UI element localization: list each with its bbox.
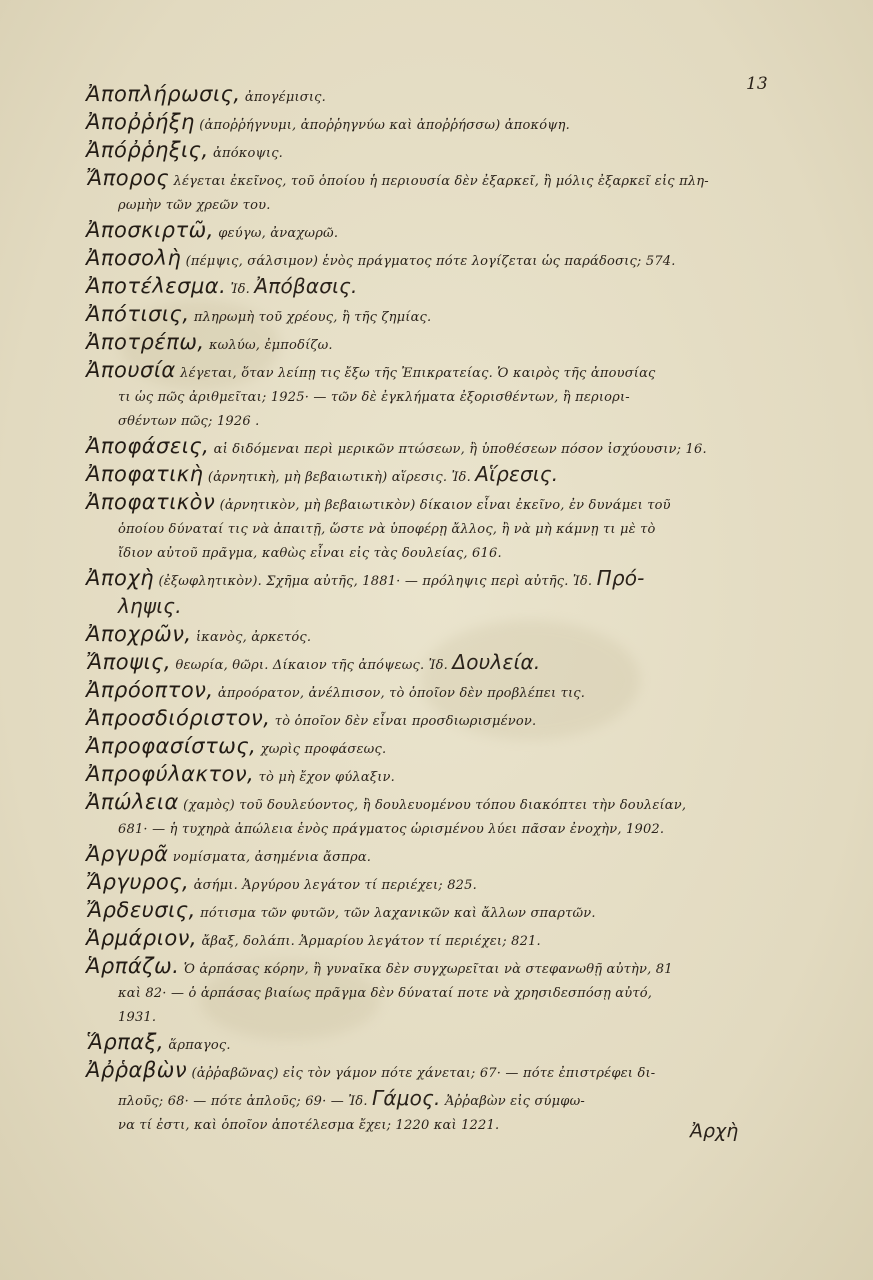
entry-definition: ἅρπαγος. (168, 1038, 231, 1053)
entry-definition: πότισμα τῶν φυτῶν, τῶν λαχανικῶν καὶ ἄλλων σπαρτῶν. (200, 906, 596, 921)
entry-definition: (ἀρνητικὴ, μὴ βεβαιωτικὴ) αἵρεσις. Ἰδ. (207, 470, 471, 485)
dictionary-entry (86, 870, 776, 898)
entry-continuation (86, 982, 776, 1006)
entry-definition: φεύγω, ἀναχωρῶ. (218, 226, 339, 241)
entry-headword: Ἀπρόοπτον, (86, 678, 214, 702)
entry-definition: καὶ 82· — ὁ ἁρπάσας βιαίως πρᾶγμα δὲν δύναταί ποτε νὰ χρησιδεσπόσῃ αὐτό, (118, 986, 653, 1001)
dictionary-entry (86, 954, 776, 1030)
entry-continuation (86, 1114, 776, 1138)
entry-definition: Ἰδ. (230, 282, 251, 297)
entry-headword: Ἀποτρέπω, (86, 330, 205, 354)
entry-definition: κωλύω, ἐμποδίζω. (208, 338, 333, 353)
entry-cross-reference: Γάμος. (372, 1086, 441, 1110)
entry-definition: αἱ διδόμεναι περὶ μερικῶν πτώσεων, ἢ ὑποθέσεων πόσον ἰσχύουσιν; 16. (213, 442, 707, 457)
entry-continuation (86, 594, 776, 622)
dictionary-entry (86, 166, 776, 218)
entry-headword: Ἀποφατικὴ (86, 462, 204, 486)
entry-headword: Ἀπροσδιόριστον, (86, 706, 271, 730)
page-number: 13 (746, 74, 768, 94)
entry-definition: τὸ ὁποῖον δὲν εἶναι προσδιωρισμένον. (274, 714, 537, 729)
entry-definition: (ἀρνητικὸν, μὴ βεβαιωτικὸν) δίκαιον εἶναι ἐκεῖνο, ἐν δυνάμει τοῦ (219, 498, 671, 513)
dictionary-entry (86, 330, 776, 358)
entry-headword: Ἀποχὴ (86, 566, 155, 590)
dictionary-entries (86, 82, 776, 1138)
dictionary-entry (86, 1030, 776, 1058)
entry-continuation (86, 410, 776, 434)
entry-headword: Ἀποσκιρτῶ, (86, 218, 214, 242)
dictionary-entry (86, 842, 776, 870)
entry-cross-reference: Δουλεία. (452, 650, 541, 674)
entry-definition: ἴδιον αὐτοῦ πρᾶγμα, καθὼς εἶναι εἰς τὰς δουλείας, 616. (118, 546, 502, 561)
entry-headword: Ἀπροφύλακτον, (86, 762, 255, 786)
entry-cross-reference: Πρό- (596, 566, 645, 590)
entry-definition: ρωμὴν τῶν χρεῶν του. (118, 198, 271, 213)
entry-definition: (ἀποῤῥήγνυμι, ἀποῤῥηγνύω καὶ ἀποῤῥήσσω) ἀποκόψη. (199, 118, 570, 133)
entry-definition: λέγεται, ὅταν λείπῃ τις ἔξω τῆς Ἐπικρατείας. Ὁ καιρὸς τῆς ἀπουσίας (180, 366, 656, 381)
entry-definition: (πέμψις, σάλσιμον) ἑνὸς πράγματος πότε λογίζεται ὡς παράδοσις; 574. (185, 254, 676, 269)
dictionary-entry (86, 650, 776, 678)
entry-headword: Ἀῤῥαβὼν (86, 1058, 188, 1082)
entry-headword: Ἀπροφασίστως, (86, 734, 257, 758)
dictionary-entry (86, 110, 776, 138)
entry-headword: Ἀποχρῶν, (86, 622, 192, 646)
entry-definition: να τί ἐστι, καὶ ὁποῖον ἀποτέλεσμα ἔχει; 1220 καὶ 1221. (118, 1118, 500, 1133)
entry-headword: Ἁρπάζω. (86, 954, 180, 978)
dictionary-entry (86, 1058, 776, 1138)
entry-definition: χωρὶς προφάσεως. (260, 742, 387, 757)
entry-definition: λέγεται ἐκεῖνος, τοῦ ὁποίου ἡ περιουσία δὲν ἐξαρκεῖ, ἢ μόλις ἐξαρκεῖ εἰς πλη- (173, 174, 709, 189)
entry-definition: πληρωμὴ τοῦ χρέους, ἢ τῆς ζημίας. (193, 310, 432, 325)
entry-definition: τι ὡς πῶς ἀριθμεῖται; 1925· — τῶν δὲ ἐγκλήματα ἐξορισθέντων, ἢ περιορι- (118, 390, 630, 405)
dictionary-entry (86, 462, 776, 490)
dictionary-entry (86, 926, 776, 954)
entry-headword: Ἀπώλεια (86, 790, 179, 814)
dictionary-entry (86, 490, 776, 566)
entry-continuation (86, 386, 776, 410)
entry-definition: (ἐξωφλητικὸν). Σχῆμα αὐτῆς, 1881· — πρόληψις περὶ αὐτῆς. Ἰδ. (158, 574, 593, 589)
entry-headword: Ἀποφάσεις, (86, 434, 210, 458)
entry-headword: Ἀποπλήρωσις, (86, 82, 241, 106)
entry-headword: Ἀπουσία (86, 358, 176, 382)
entry-continuation (86, 542, 776, 566)
entry-cross-reference: Αἵρεσις. (475, 462, 559, 486)
entry-headword: Ἄργυρος, (86, 870, 190, 894)
entry-definition: ἄβαξ, δολάπι. Ἁρμαρίου λεγάτον τί περιέχει; 821. (201, 934, 541, 949)
dictionary-entry (86, 82, 776, 110)
dictionary-entry (86, 218, 776, 246)
entry-headword: Ἀπότισις, (86, 302, 190, 326)
dictionary-entry (86, 734, 776, 762)
catchword: Ἀρχὴ (690, 1120, 739, 1142)
entry-definition: ὁποίου δύναταί τις νὰ ἀπαιτῇ, ὥστε νὰ ὑποφέρῃ ἄλλος, ἢ νὰ μὴ κάμνῃ τι μὲ τὸ (118, 522, 656, 537)
entry-definition: Ὁ ἁρπάσας κόρην, ἢ γυναῖκα δὲν συγχωρεῖται νὰ στεφανωθῇ αὐτὴν, 81 (183, 962, 673, 977)
entry-definition: σθέντων πῶς; 1926 . (118, 414, 260, 429)
dictionary-entry (86, 434, 776, 462)
entry-definition: 1931. (118, 1010, 157, 1025)
entry-headword: Ἁρμάριον, (86, 926, 198, 950)
entry-cross-reference: ληψις. (118, 594, 182, 618)
dictionary-entry (86, 762, 776, 790)
dictionary-entry (86, 566, 776, 622)
entry-definition: Ἀῤῥαβὼν εἰς σύμφω- (444, 1094, 585, 1109)
entry-headword: Ἀποῤῥήξη (86, 110, 195, 134)
entry-headword: Ἀποφατικὸν (86, 490, 216, 514)
entry-cross-reference: Ἀπόβασις. (254, 274, 358, 298)
entry-definition: (ἀῤῥαβῶνας) εἰς τὸν γάμον πότε χάνεται; 67· — πότε ἐπιστρέφει δι- (191, 1066, 656, 1081)
entry-definition: ἀπροόρατον, ἀνέλπισον, τὸ ὁποῖον δὲν προβλέπει τις. (217, 686, 586, 701)
entry-definition: θεωρία, θῶρι. Δίκαιον τῆς ἀπόψεως. Ἰδ. (175, 658, 449, 673)
entry-definition: ἀπογέμισις. (244, 90, 326, 105)
dictionary-entry (86, 246, 776, 274)
entry-continuation (86, 1086, 776, 1114)
dictionary-entry (86, 358, 776, 434)
dictionary-entry (86, 622, 776, 650)
entry-headword: Ἀπόῤῥηξις, (86, 138, 209, 162)
entry-continuation (86, 518, 776, 542)
entry-definition: (χαμὸς) τοῦ δουλεύοντος, ἢ δουλευομένου τόπου διακόπτει τὴν δουλείαν, (183, 798, 687, 813)
entry-headword: Ἄπορος (86, 166, 170, 190)
dictionary-entry (86, 790, 776, 842)
entry-headword: Ἀποσολὴ (86, 246, 182, 270)
entry-definition: 681· — ἡ τυχηρὰ ἀπώλεια ἑνὸς πράγματος ὡρισμένου λύει πᾶσαν ἐνοχὴν, 1902. (118, 822, 665, 837)
entry-definition: πλοῦς; 68· — πότε ἁπλοῦς; 69· — Ἰδ. (118, 1094, 368, 1109)
entry-definition: ἀπόκοψις. (213, 146, 284, 161)
entry-headword: Ἄρδευσις, (86, 898, 196, 922)
dictionary-entry (86, 302, 776, 330)
entry-continuation (86, 818, 776, 842)
entry-definition: ἱκανὸς, ἀρκετός. (195, 630, 312, 645)
entry-headword: Ἅρπαξ, (86, 1030, 165, 1054)
entry-headword: Ἄποψις, (86, 650, 172, 674)
dictionary-entry (86, 706, 776, 734)
dictionary-entry (86, 898, 776, 926)
entry-continuation (86, 194, 776, 218)
dictionary-entry (86, 274, 776, 302)
entry-definition: ἀσήμι. Ἀργύρου λεγάτον τί περιέχει; 825. (193, 878, 477, 893)
entry-headword: Ἀργυρᾶ (86, 842, 169, 866)
entry-headword: Ἀποτέλεσμα. (86, 274, 227, 298)
dictionary-entry (86, 138, 776, 166)
entry-continuation (86, 1006, 776, 1030)
dictionary-entry (86, 678, 776, 706)
entry-definition: νομίσματα, ἀσημένια ἄσπρα. (172, 850, 372, 865)
entry-definition: τὸ μὴ ἔχον φύλαξιν. (258, 770, 395, 785)
